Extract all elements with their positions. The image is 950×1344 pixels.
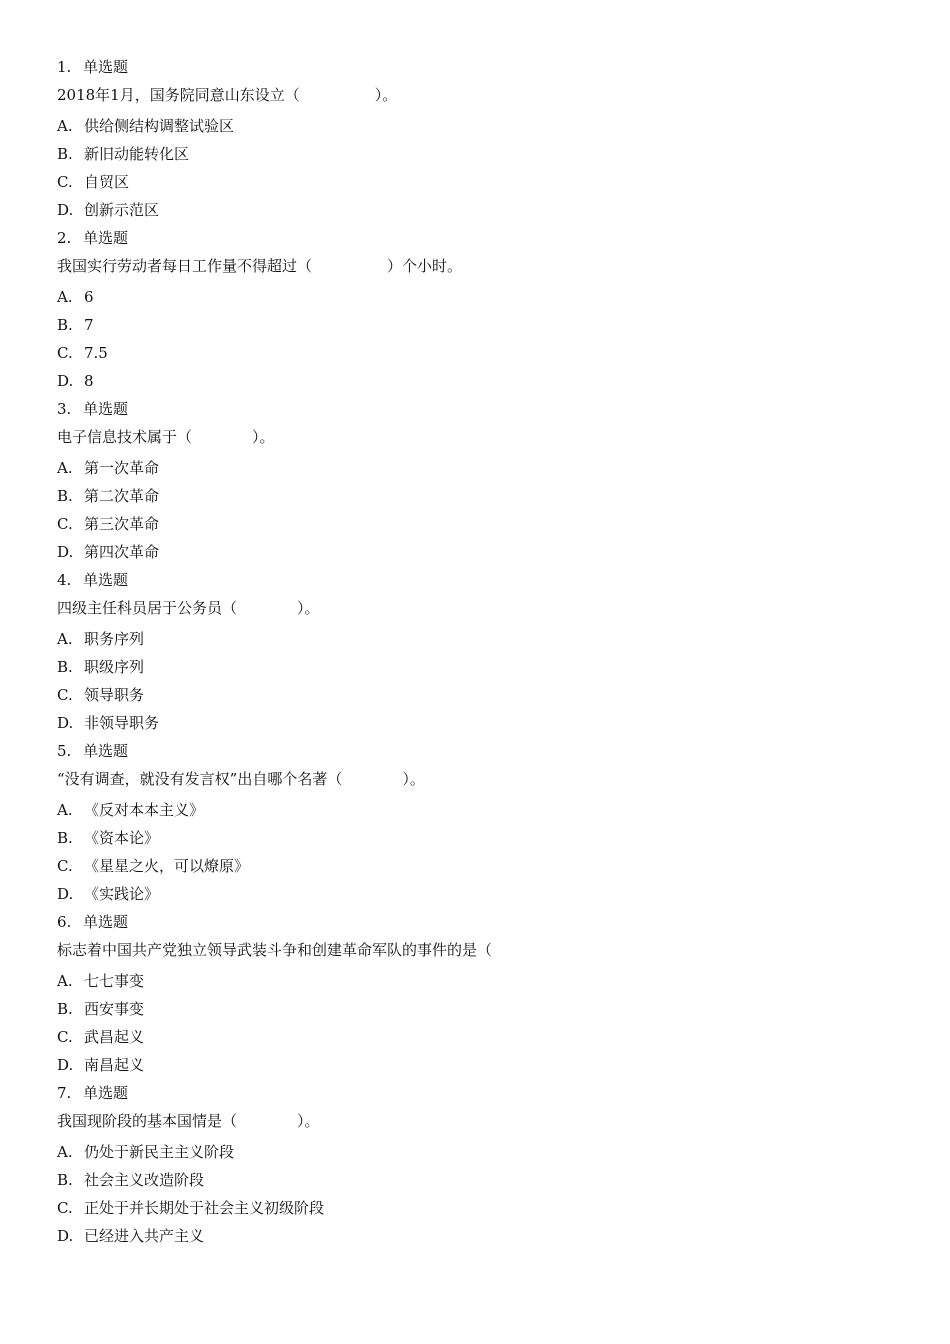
question-type: 单选题 (83, 913, 129, 931)
option-c (57, 171, 917, 199)
option-b (57, 143, 917, 171)
option-text: 新旧动能转化区 (84, 145, 190, 163)
question-type: 单选题 (83, 58, 129, 76)
option-letter: A. (57, 972, 73, 990)
question-5 (57, 740, 917, 911)
option-d (57, 1054, 917, 1082)
option-letter: B. (57, 658, 73, 676)
question-7 (57, 1082, 917, 1253)
question-stem: 2018年1月，国务院同意山东设立（ ）。 (57, 86, 398, 104)
option-b (57, 485, 917, 513)
option-text: 《反对本本主义》 (84, 801, 205, 819)
option-letter: D. (57, 372, 74, 390)
option-d (57, 712, 917, 740)
question-stem: 电子信息技术属于（ ）。 (57, 428, 275, 446)
option-a (57, 286, 917, 314)
option-letter: A. (57, 630, 73, 648)
option-text: 创新示范区 (84, 201, 160, 219)
option-letter: A. (57, 459, 73, 477)
option-c (57, 1197, 917, 1225)
question-header (57, 911, 917, 939)
option-a (57, 628, 917, 656)
question-type: 单选题 (83, 742, 129, 760)
question-number: 7. (57, 1084, 72, 1102)
option-text: 武昌起义 (84, 1028, 145, 1046)
option-letter: C. (57, 686, 73, 704)
option-text: 南昌起义 (84, 1056, 145, 1074)
option-letter: C. (57, 1028, 73, 1046)
question-6 (57, 911, 917, 1082)
option-a (57, 970, 917, 998)
option-d (57, 199, 917, 227)
question-number: 6. (57, 913, 72, 931)
option-text: 职级序列 (84, 658, 145, 676)
option-b (57, 827, 917, 855)
question-number: 3. (57, 400, 72, 418)
option-letter: B. (57, 316, 73, 334)
option-b (57, 1169, 917, 1197)
option-text: 第三次革命 (84, 515, 160, 533)
option-a (57, 115, 917, 143)
option-letter: C. (57, 1199, 73, 1217)
option-text: 西安事变 (84, 1000, 145, 1018)
option-text: 仍处于新民主主义阶段 (84, 1143, 235, 1161)
option-letter: A. (57, 117, 73, 135)
option-letter: B. (57, 829, 73, 847)
option-text: 8 (84, 372, 94, 390)
option-text: 已经进入共产主义 (84, 1227, 205, 1245)
question-stem: 标志着中国共产党独立领导武装斗争和创建革命军队的事件的是（ (57, 941, 493, 959)
question-1 (57, 56, 917, 227)
option-a (57, 457, 917, 485)
option-letter: D. (57, 714, 74, 732)
option-text: 领导职务 (84, 686, 145, 704)
question-type: 单选题 (83, 229, 129, 247)
option-letter: D. (57, 543, 74, 561)
option-b (57, 998, 917, 1026)
option-letter: C. (57, 173, 73, 191)
option-text: 7.5 (84, 344, 108, 362)
option-letter: D. (57, 1056, 74, 1074)
option-letter: C. (57, 515, 73, 533)
option-text: 供给侧结构调整试验区 (84, 117, 235, 135)
option-letter: D. (57, 885, 74, 903)
question-stem: “没有调查，就没有发言权”出自哪个名著（ ）。 (57, 770, 425, 788)
question-number: 5. (57, 742, 72, 760)
question-stem: 我国实行劳动者每日工作量不得超过（ ）个小时。 (57, 257, 463, 275)
question-type: 单选题 (83, 1084, 129, 1102)
option-text: 七七事变 (84, 972, 145, 990)
option-letter: C. (57, 857, 73, 875)
option-text: 7 (84, 316, 94, 334)
question-number: 1. (57, 58, 72, 76)
option-text: 非领导职务 (84, 714, 160, 732)
option-text: 第四次革命 (84, 543, 160, 561)
question-header (57, 1082, 917, 1110)
option-letter: D. (57, 201, 74, 219)
question-type: 单选题 (83, 571, 129, 589)
option-text: 《星星之火，可以燎原》 (84, 857, 250, 875)
question-stem: 我国现阶段的基本国情是（ ）。 (57, 1112, 320, 1130)
question-header (57, 56, 917, 84)
option-text: 正处于并长期处于社会主义初级阶段 (84, 1199, 325, 1217)
option-d (57, 370, 917, 398)
option-text: 第二次革命 (84, 487, 160, 505)
question-4 (57, 569, 917, 740)
question-2 (57, 227, 917, 398)
option-letter: A. (57, 801, 73, 819)
option-d (57, 541, 917, 569)
option-letter: A. (57, 288, 73, 306)
option-text: 第一次革命 (84, 459, 160, 477)
option-letter: B. (57, 1171, 73, 1189)
option-a (57, 799, 917, 827)
question-list (57, 56, 917, 1253)
question-type: 单选题 (83, 400, 129, 418)
option-letter: A. (57, 1143, 73, 1161)
option-text: 职务序列 (84, 630, 145, 648)
option-c (57, 342, 917, 370)
option-d (57, 883, 917, 911)
option-b (57, 314, 917, 342)
option-c (57, 855, 917, 883)
option-letter: B. (57, 1000, 73, 1018)
option-b (57, 656, 917, 684)
option-d (57, 1225, 917, 1253)
option-c (57, 513, 917, 541)
question-number: 2. (57, 229, 72, 247)
question-header (57, 227, 917, 255)
question-header (57, 740, 917, 768)
option-letter: C. (57, 344, 73, 362)
question-header (57, 398, 917, 426)
option-letter: B. (57, 487, 73, 505)
option-c (57, 1026, 917, 1054)
question-header (57, 569, 917, 597)
question-stem: 四级主任科员居于公务员（ ）。 (57, 599, 320, 617)
option-letter: D. (57, 1227, 74, 1245)
option-text: 自贸区 (84, 173, 130, 191)
option-c (57, 684, 917, 712)
question-number: 4. (57, 571, 72, 589)
option-text: 社会主义改造阶段 (84, 1171, 205, 1189)
option-text: 《实践论》 (84, 885, 160, 903)
option-text: 《资本论》 (84, 829, 160, 847)
option-a (57, 1141, 917, 1169)
question-3 (57, 398, 917, 569)
option-text: 6 (84, 288, 94, 306)
option-letter: B. (57, 145, 73, 163)
